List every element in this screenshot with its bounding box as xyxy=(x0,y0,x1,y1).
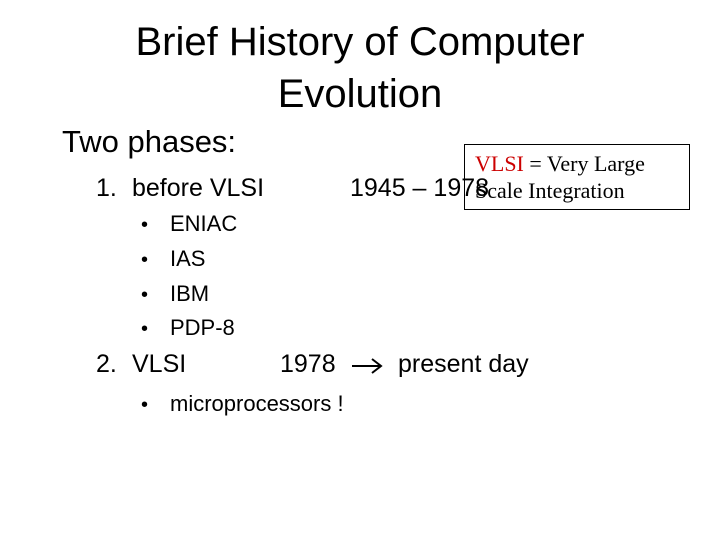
list-item: microprocessors ! xyxy=(170,391,344,416)
callout-line-1 xyxy=(475,150,689,177)
bullet-icon: • xyxy=(141,394,149,416)
bullet-icon: • xyxy=(141,318,149,340)
bullet-icon: • xyxy=(141,214,149,236)
callout-definition: = Very Large xyxy=(523,151,645,176)
item-2-end: present day xyxy=(398,350,529,378)
bullet-icon: • xyxy=(141,284,149,306)
list-item: PDP-8 xyxy=(170,315,235,340)
callout-acronym: VLSI xyxy=(475,151,524,176)
right-arrow-icon xyxy=(350,357,386,375)
item-1-number: 1. xyxy=(96,174,117,202)
item-2-label: VLSI xyxy=(132,350,187,378)
list-item: IBM xyxy=(170,281,210,306)
list-item: ENIAC xyxy=(170,211,238,236)
bullet-icon: • xyxy=(141,249,149,271)
phases-heading: Two phases: xyxy=(62,124,237,159)
title-line-2: Evolution xyxy=(277,72,443,116)
callout-line-2: Scale Integration xyxy=(475,178,625,203)
item-2-number: 2. xyxy=(96,350,117,378)
list-item: IAS xyxy=(170,246,206,271)
item-2-start-year: 1978 xyxy=(280,350,336,378)
item-1-label: before VLSI xyxy=(132,174,265,202)
title-line-1: Brief History of Computer xyxy=(135,20,585,64)
slide-title xyxy=(0,16,720,120)
vlsi-definition-callout xyxy=(464,144,690,210)
item-1-range: 1945 – 1978 xyxy=(350,174,490,202)
